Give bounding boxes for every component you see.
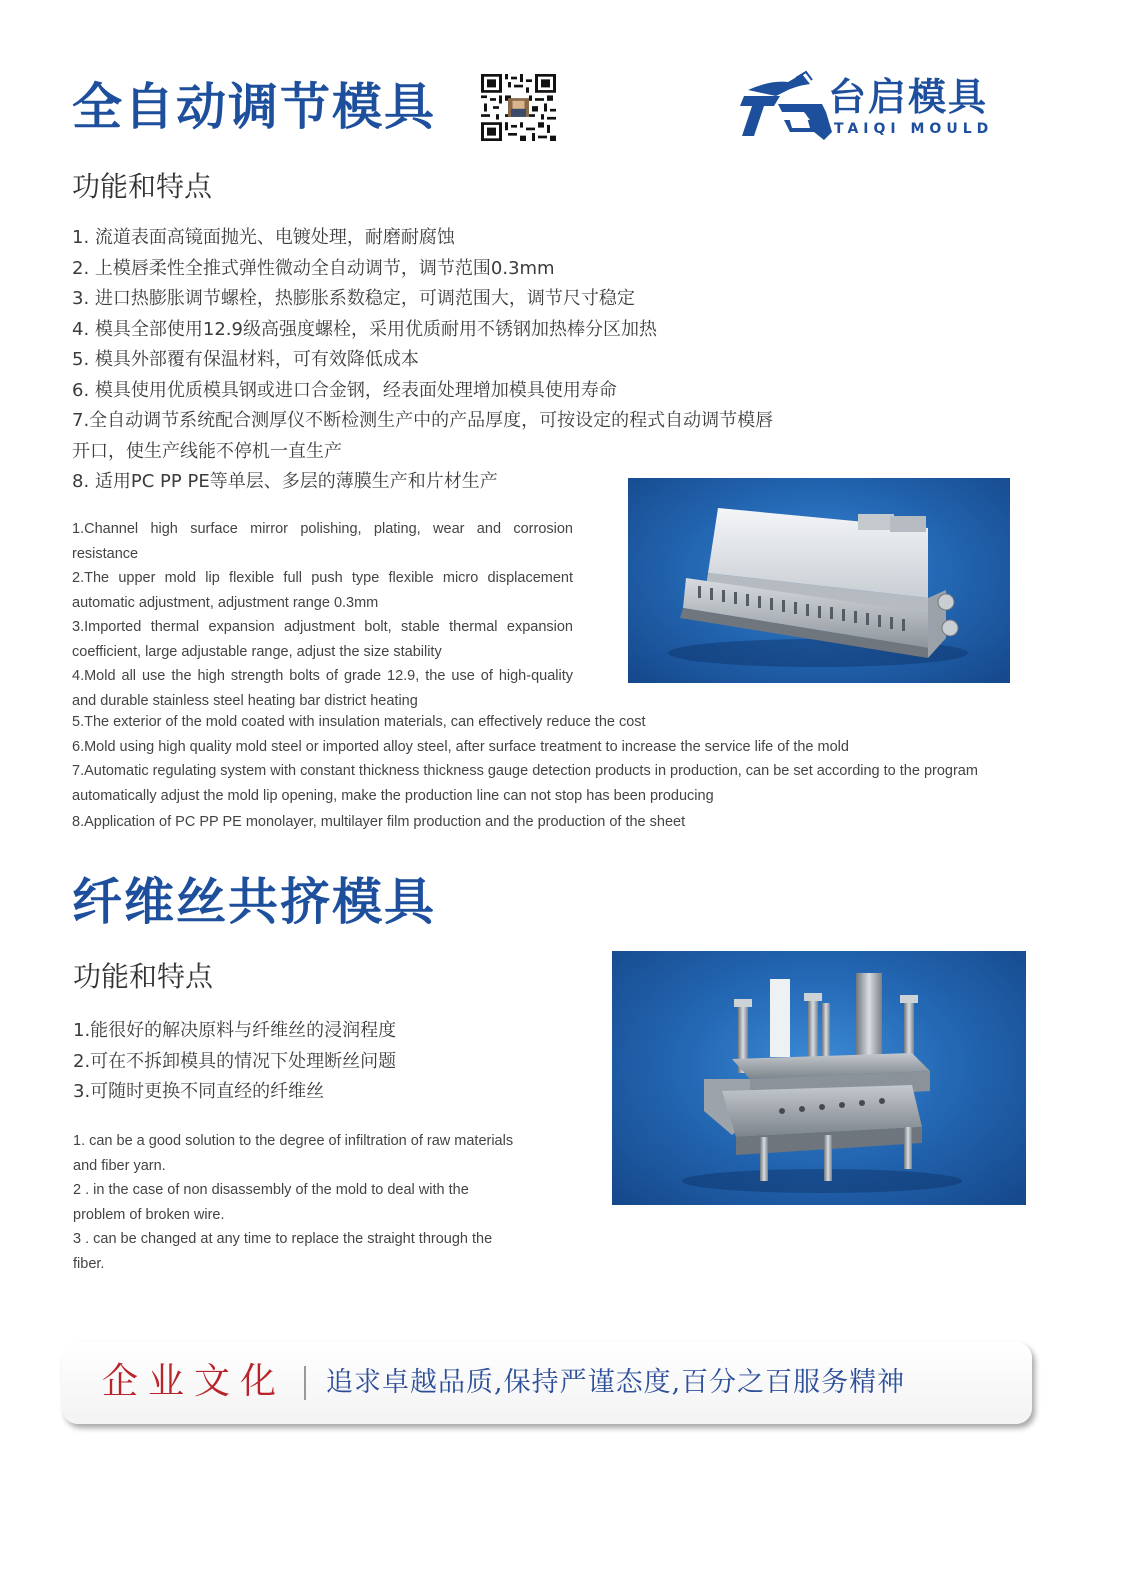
section2-en-list <box>73 1129 523 1276</box>
list-item: 2. 上模唇柔性全推式弹性微动全自动调节，调节范围0.3mm <box>72 257 555 279</box>
section1-en-list-wide <box>72 710 1022 835</box>
list-item: 1.Channel high surface mirror polishing, plating, wear and corrosion resistance <box>72 521 573 562</box>
section1-subtitle: 功能和特点 <box>72 170 213 203</box>
qr-code <box>481 74 556 141</box>
list-item: 4.Mold all use the high strength bolts of grade 12.9, the use of high-quality and durable stainless steel heating bar district heating <box>72 668 573 709</box>
fiber-coextrusion-mould-photo <box>612 951 1026 1205</box>
list-item: 2.The upper mold lip flexible full push type flexible micro displacement automatic adjustment, adjustment range 0.3mm <box>72 570 573 611</box>
list-item: 4. 模具全部使用12.9级高强度螺栓，采用优质耐用不锈钢加热棒分区加热 <box>72 318 657 340</box>
banner-label: 企业文化 <box>102 1361 287 1402</box>
list-item: 7.全自动调节系统配合测厚仪不断检测生产中的产品厚度，可按设定的程式自动调节模唇 <box>72 410 774 431</box>
adjustable-mould-photo <box>628 478 1010 683</box>
qr-code-icon <box>481 74 556 141</box>
list-item: 8.Application of PC PP PE monolayer, multilayer film production and the production of the sheet <box>72 814 686 830</box>
list-item: 2 . in the case of non disassembly of the mold to deal with the problem of broken wire. <box>73 1182 469 1223</box>
banner-slogan: 追求卓越品质,保持严谨态度,百分之百服务精神 <box>326 1367 906 1398</box>
list-item: 8. 适用PC PP PE等单层、多层的薄膜生产和片材生产 <box>72 471 498 492</box>
list-item: 6.Mold using high quality mold steel or imported alloy steel, after surface treatment to increase the service life of the mold <box>72 738 849 755</box>
logo-en: TAIQI MOULD <box>834 121 994 137</box>
section1-cn-list <box>72 223 773 498</box>
fiber-mould-illustration-icon <box>612 951 1026 1205</box>
list-item: 3 . can be changed at any time to replace the straight through the fiber. <box>73 1231 493 1272</box>
list-item: 3.Imported thermal expansion adjustment bolt, stable thermal expansion coefficient, large adjustable range, adjust the size stability <box>72 619 573 660</box>
section1-title: 全自动调节模具 <box>72 78 436 136</box>
section2-cn-list <box>73 1016 396 1108</box>
list-item: 5.The exterior of the mold coated with insulation materials, can effectively reduce the cost <box>72 714 646 730</box>
banner-divider <box>304 1366 306 1400</box>
taiqi-logo-icon <box>740 70 836 145</box>
company-logo <box>740 70 1040 145</box>
section1-en-list-narrow <box>72 517 573 713</box>
list-item: 6. 模具使用优质模具钢或进口合金钢，经表面处理增加模具使用寿命 <box>72 379 617 401</box>
section2-subtitle: 功能和特点 <box>73 960 214 993</box>
list-item: 1.能很好的解决原料与纤维丝的浸润程度 <box>73 1020 397 1041</box>
mould-illustration-icon <box>628 478 1010 683</box>
list-item: 7.Automatic regulating system with constant thickness thickness gauge detection products in production, can be set according to the program automatically adjust the mold lip opening, make the production line can not stop has been producing <box>72 763 978 804</box>
section2-title: 纤维丝共挤模具 <box>72 873 436 931</box>
list-item: 1. can be a good solution to the degree of infiltration of raw materials and fiber yarn. <box>73 1133 514 1174</box>
list-item: 开口，使生产线能不停机一直生产 <box>72 440 342 462</box>
list-item: 3.可随时更换不同直经的纤维丝 <box>73 1081 325 1102</box>
list-item: 3. 进口热膨胀调节螺栓，热膨胀系数稳定，可调范围大，调节尺寸稳定 <box>72 288 635 309</box>
list-item: 2.可在不拆卸模具的情况下处理断丝问题 <box>73 1050 397 1072</box>
culture-banner <box>62 1342 1032 1424</box>
logo-cn: 台启模具 <box>828 75 989 119</box>
list-item: 5. 模具外部覆有保温材料，可有效降低成本 <box>72 349 419 370</box>
list-item: 1. 流道表面高镜面抛光、电镀处理，耐磨耐腐蚀 <box>72 227 455 248</box>
